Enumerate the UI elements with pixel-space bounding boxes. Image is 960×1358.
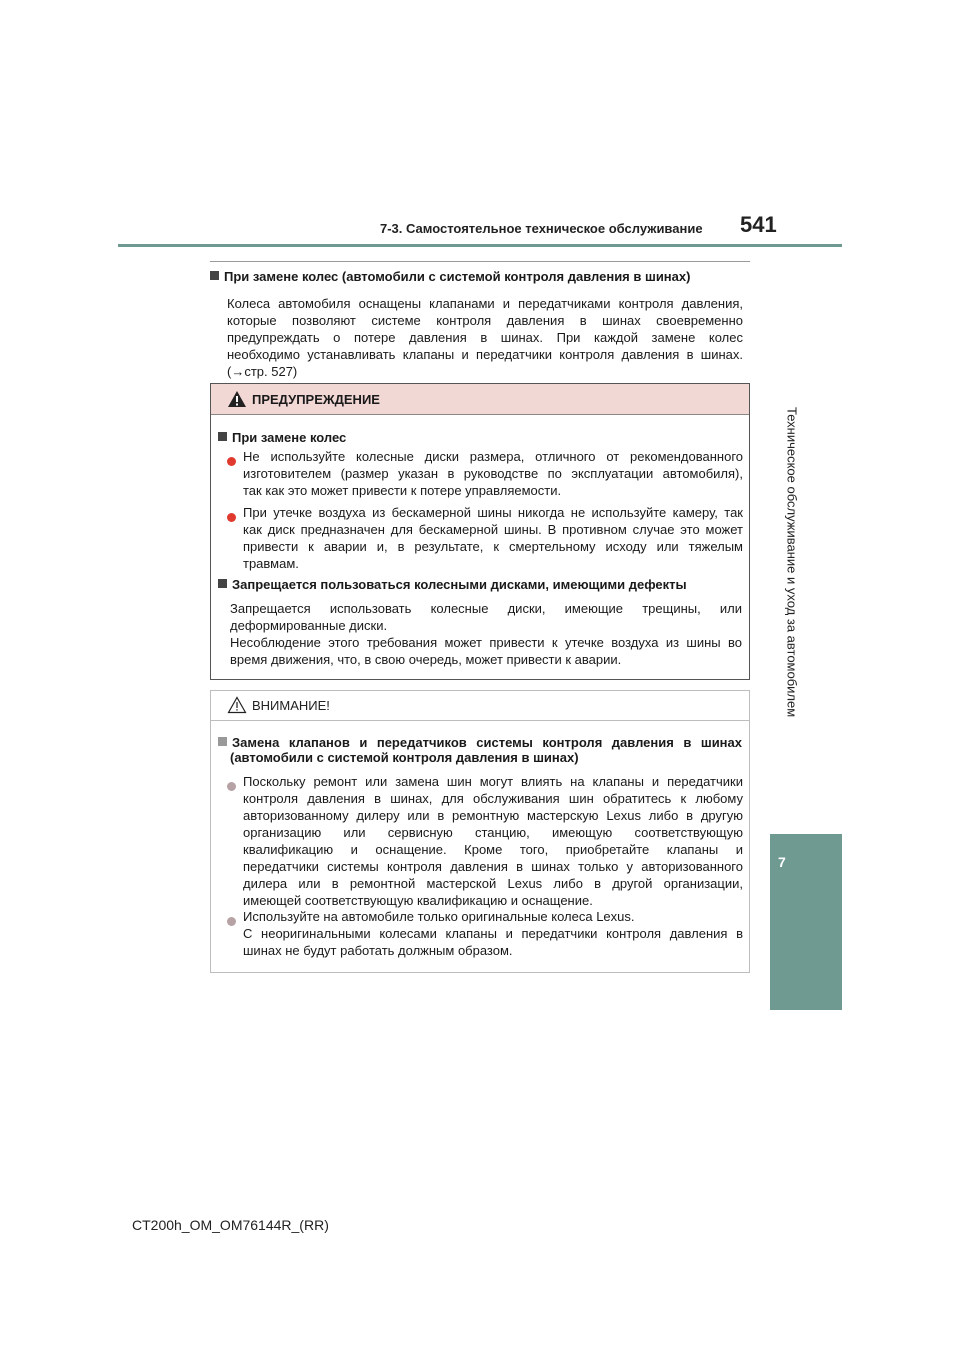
intro-heading-text: При замене колес (автомобили с системой контроля давления в шинах): [224, 269, 691, 284]
intro-line: Колеса автомобиля оснащены клапанами и передатчиками контроля давления,: [227, 296, 743, 311]
caution-bullet-line: шинах не будут работать должным образом.: [243, 943, 513, 958]
bullet-dot-icon: [227, 913, 239, 931]
warning-text-line: Несоблюдение этого требования может привести к утечке воздуха из шины во: [230, 635, 742, 650]
warning-label: ПРЕДУПРЕЖДЕНИЕ: [252, 392, 380, 407]
caution-bullet-line: Поскольку ремонт или замена шин могут влиять на клапаны и передатчики: [243, 774, 743, 789]
warning-text-line: Запрещается использовать колесные диски, имеющие трещины, или: [230, 601, 742, 616]
warning-bullet-line: как диск предназначен для бескамерной шины. В противном случае это может: [243, 522, 743, 537]
warning-bullet-line: При утечке воздуха из бескамерной шины никогда не используйте камеру, так: [243, 505, 743, 520]
caution-bullet-line: передатчики системы контроля давления в шинах только у авторизованного: [243, 859, 743, 874]
page-number: 541: [740, 212, 777, 237]
warning-triangle-icon: [227, 390, 247, 408]
caution-bullet-line: контроля давления в шинах, для обслуживания шин обратитесь к любому: [243, 791, 743, 806]
chapter-number: 7: [778, 854, 786, 870]
square-bullet-icon: [218, 579, 227, 588]
caution-bullet-line: организацию или сервисную станцию, имеющую соответствующую: [243, 825, 743, 840]
section-title: 7-3. Самостоятельное техническое обслуживание: [380, 221, 703, 236]
caution-bullet-line: имеющей соответствующую квалификацию и оснащение.: [243, 893, 593, 908]
warning-section1-heading: При замене колес: [232, 430, 347, 445]
caution-bullet-1: [243, 773, 743, 909]
intro-line: которые позволяют системе контроля давления в шинах своевременно: [227, 313, 743, 328]
warning-text-line: деформированные диски.: [230, 618, 388, 633]
chapter-tab: [770, 834, 842, 1010]
caution-bullet-line: дилера или в ремонтной мастерской Lexus либо в другой организации,: [243, 876, 743, 891]
warning-bullet-line: изготовителем (размер указан в руководстве по эксплуатации автомобиля),: [243, 466, 743, 481]
caution-bullet-line: С неоригинальными колесами клапаны и передатчики контроля давления в: [243, 926, 743, 941]
caution-heading-line-1: [218, 735, 742, 750]
header-rule: [118, 244, 842, 247]
warning-bullet-line: так как это может привести к потере управляемости.: [243, 483, 562, 498]
caution-bullet-line: квалификацию и оснащение. Кроме того, приобретайте клапаны и: [243, 842, 743, 857]
square-bullet-icon: [218, 432, 227, 441]
warning-bullet-2: [243, 504, 743, 572]
bullet-dot-icon: [227, 453, 239, 471]
warning-section2-heading: Запрещается пользоваться колесными дисками, имеющими дефекты: [232, 577, 687, 592]
caution-bullet-2: [243, 908, 743, 959]
caution-triangle-icon: [227, 696, 247, 714]
document-code: CT200h_OM_OM76144R_(RR): [132, 1217, 329, 1233]
bullet-dot-icon: [227, 778, 239, 796]
warning-section-heading: [218, 577, 738, 592]
square-bullet-icon: [218, 737, 227, 746]
caution-bullet-line: авторизованному дилеру или в ремонтную мастерскую Lexus либо в другую: [243, 808, 743, 823]
chapter-side-title: [772, 300, 812, 825]
caution-heading-line-2: (автомобили с системой контроля давления в шинах): [230, 750, 579, 765]
top-divider: [210, 261, 750, 262]
bullet-dot-icon: [227, 509, 239, 527]
intro-line: предупреждать о потере давления в шинах. При каждой замене колес: [227, 330, 743, 345]
warning-section-heading: [218, 430, 738, 445]
caution-header-divider: [211, 720, 749, 721]
intro-heading: [210, 269, 750, 284]
caution-heading-text: Замена клапанов и передатчиков системы контроля давления в шинах: [232, 735, 742, 750]
caution-heading: [218, 735, 742, 765]
warning-text-line: время движения, что, в свою очередь, может привести к аварии.: [230, 652, 622, 667]
square-bullet-icon: [210, 271, 219, 280]
warning-bullet-line: привести к аварии и, в результате, к смертельному исходу или тяжелым: [243, 539, 743, 554]
intro-line: необходимо устанавливать клапаны и передатчики контроля давления в шинах.: [227, 347, 743, 362]
warning-section2-text: [230, 600, 742, 668]
warning-bullet-line: травмам.: [243, 556, 299, 571]
intro-paragraph: [227, 295, 743, 380]
intro-line: (→стр. 527): [227, 364, 298, 379]
chapter-title-text: Техническое обслуживание и уход за автомобилем: [784, 407, 800, 718]
warning-bullet-1: [243, 448, 743, 499]
caution-label: ВНИМАНИЕ!: [252, 698, 330, 713]
warning-bullet-line: Не используйте колесные диски размера, отличного от рекомендованного: [243, 449, 743, 464]
caution-bullet-line: Используйте на автомобиле только оригинальные колеса Lexus.: [243, 909, 635, 924]
